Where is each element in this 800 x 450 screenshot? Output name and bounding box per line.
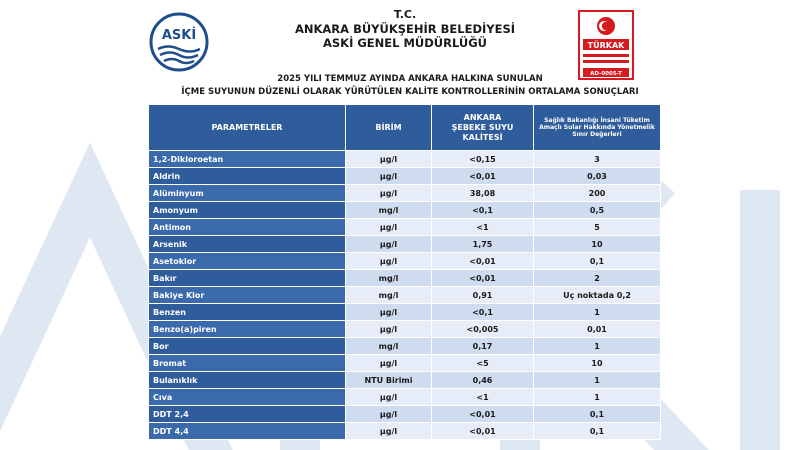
svg-text:ASKİ: ASKİ [161, 28, 197, 43]
limit-cell: 1 [534, 338, 661, 355]
limit-cell: 1 [534, 372, 661, 389]
unit-cell: µg/l [346, 389, 432, 406]
table-row [149, 236, 661, 253]
value-cell: 0,17 [432, 338, 534, 355]
param-cell: Benzo(a)piren [149, 321, 346, 338]
svg-text:AD-0005-T: AD-0005-T [590, 71, 622, 77]
document-header [0, 0, 800, 77]
subtitle-line-2: İÇME SUYUNUN DÜZENLİ OLARAK YÜRÜTÜLEN KALİTE KONTROLLERİNİN ORTALAMA SONUÇLARI [181, 87, 639, 97]
table-row [149, 151, 661, 168]
param-cell: Amonyum [149, 202, 346, 219]
limit-cell: 1 [534, 304, 661, 321]
table-row [149, 287, 661, 304]
table-row [149, 389, 661, 406]
subtitle-line-1: 2025 YILI TEMMUZ AYINDA ANKARA HALKINA SUNULAN [277, 74, 543, 84]
title-line-1: T.C. [393, 8, 417, 21]
limit-cell: 5 [534, 219, 661, 236]
unit-cell: µg/l [346, 151, 432, 168]
unit-cell: µg/l [346, 406, 432, 423]
param-cell: Antimon [149, 219, 346, 236]
param-cell: Bakır [149, 270, 346, 287]
table-header-row [149, 105, 661, 151]
param-cell: Arsenik [149, 236, 346, 253]
param-cell: Asetoklor [149, 253, 346, 270]
limit-cell: 3 [534, 151, 661, 168]
title-line-3: ASKİ GENEL MÜDÜRLÜĞÜ [322, 36, 488, 50]
table-row [149, 168, 661, 185]
header-parameters: PARAMETRELER [149, 105, 346, 151]
value-cell: <1 [432, 219, 534, 236]
water-quality-table [148, 104, 660, 440]
table-row [149, 321, 661, 338]
table-row [149, 270, 661, 287]
unit-cell: mg/l [346, 338, 432, 355]
unit-cell: µg/l [346, 168, 432, 185]
value-cell: 38,08 [432, 185, 534, 202]
value-cell: <0,15 [432, 151, 534, 168]
limit-cell: 0,01 [534, 321, 661, 338]
param-cell: Bakiye Klor [149, 287, 346, 304]
limit-cell: Uç noktada 0,2 [534, 287, 661, 304]
limit-cell: 1 [534, 389, 661, 406]
table-row [149, 202, 661, 219]
table-row [149, 355, 661, 372]
aski-logo [146, 12, 212, 72]
param-cell: DDT 4,4 [149, 423, 346, 440]
limit-cell: 0,1 [534, 423, 661, 440]
header-ankara-quality [432, 105, 534, 151]
header-ankara-line-1: ANKARA [463, 112, 502, 122]
param-cell: Bor [149, 338, 346, 355]
unit-cell: µg/l [346, 423, 432, 440]
limit-cell: 2 [534, 270, 661, 287]
unit-cell: mg/l [346, 202, 432, 219]
header-ankara-line-2: ŞEBEKE SUYU KALİTESİ [451, 122, 514, 142]
table-row [149, 372, 661, 389]
param-cell: Cıva [149, 389, 346, 406]
value-cell: <0,01 [432, 168, 534, 185]
unit-cell: µg/l [346, 236, 432, 253]
institution-title [260, 8, 550, 50]
svg-text:TÜRKAK: TÜRKAK [587, 41, 625, 50]
value-cell: 1,75 [432, 236, 534, 253]
value-cell: <0,01 [432, 423, 534, 440]
param-cell: Aldrin [149, 168, 346, 185]
unit-cell: µg/l [346, 185, 432, 202]
unit-cell: µg/l [346, 355, 432, 372]
value-cell: <0,01 [432, 253, 534, 270]
value-cell: <5 [432, 355, 534, 372]
table-row [149, 423, 661, 440]
unit-cell: µg/l [346, 253, 432, 270]
header-unit: BİRİM [346, 105, 432, 151]
limit-cell: 0,1 [534, 406, 661, 423]
title-line-2: ANKARA BÜYÜKŞEHİR BELEDİYESİ [294, 22, 516, 36]
table-row [149, 406, 661, 423]
limit-cell: 0,5 [534, 202, 661, 219]
report-subtitle [140, 73, 680, 99]
turkak-accreditation-logo [578, 10, 634, 80]
param-cell: Benzen [149, 304, 346, 321]
table-row [149, 304, 661, 321]
param-cell: Bromat [149, 355, 346, 372]
value-cell: <0,005 [432, 321, 534, 338]
value-cell: <0,1 [432, 304, 534, 321]
limit-cell: 10 [534, 355, 661, 372]
param-cell: Alüminyum [149, 185, 346, 202]
unit-cell: µg/l [346, 219, 432, 236]
value-cell: <0,01 [432, 406, 534, 423]
unit-cell: NTU Birimi [346, 372, 432, 389]
unit-cell: µg/l [346, 321, 432, 338]
table-row [149, 185, 661, 202]
table-row [149, 338, 661, 355]
limit-cell: 0,1 [534, 253, 661, 270]
table-row [149, 253, 661, 270]
value-cell: <0,01 [432, 270, 534, 287]
param-cell: Bulanıklık [149, 372, 346, 389]
limit-cell: 0,03 [534, 168, 661, 185]
unit-cell: mg/l [346, 270, 432, 287]
header-regulation-limits: Sağlık Bakanlığı İnsani Tüketim Amaçlı Sular Hakkında Yönetmelik Sınır Değerleri [534, 105, 661, 151]
unit-cell: mg/l [346, 287, 432, 304]
value-cell: <0,1 [432, 202, 534, 219]
table-body [149, 151, 661, 440]
unit-cell: µg/l [346, 304, 432, 321]
limit-cell: 10 [534, 236, 661, 253]
param-cell: 1,2-Dikloroetan [149, 151, 346, 168]
table-row [149, 219, 661, 236]
limit-cell: 200 [534, 185, 661, 202]
value-cell: 0,91 [432, 287, 534, 304]
value-cell: <1 [432, 389, 534, 406]
param-cell: DDT 2,4 [149, 406, 346, 423]
value-cell: 0,46 [432, 372, 534, 389]
